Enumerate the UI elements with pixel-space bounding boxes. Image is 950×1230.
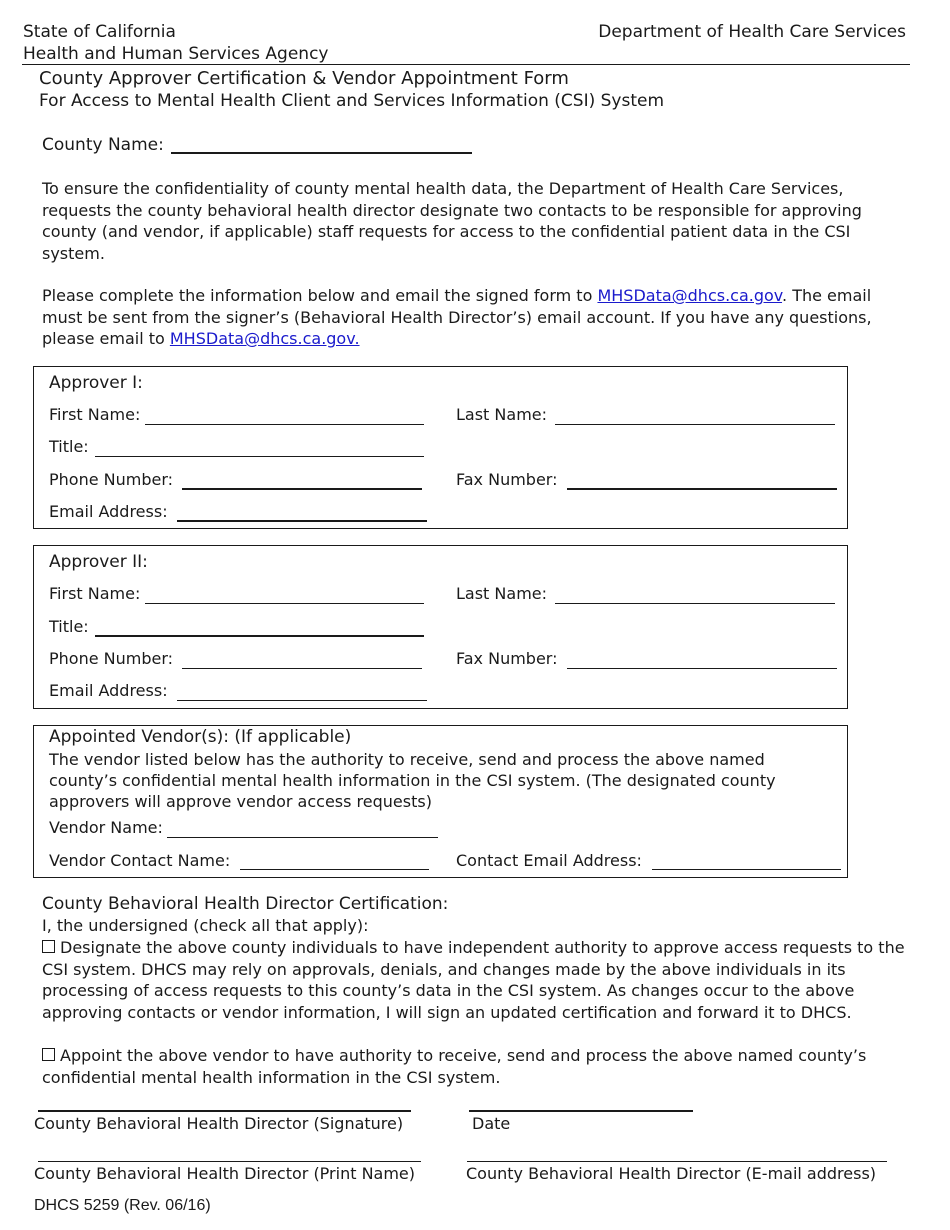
email-link-2[interactable]: MHSData@dhcs.ca.gov. bbox=[169, 329, 360, 348]
approver-1-first-name-label: First Name: bbox=[49, 405, 141, 424]
signature-label: County Behavioral Health Director (Signature) bbox=[34, 1114, 404, 1133]
vendor-contact-field[interactable] bbox=[240, 869, 429, 870]
director-email-line[interactable] bbox=[467, 1161, 887, 1162]
form-subtitle: For Access to Mental Health Client and Services Information (CSI) System bbox=[39, 91, 665, 111]
form-number: DHCS 5259 (Rev. 06/16) bbox=[34, 1197, 211, 1214]
vendor-name-field[interactable] bbox=[167, 837, 438, 838]
vendor-name-label: Vendor Name: bbox=[49, 818, 163, 837]
approver-2-first-name-label: First Name: bbox=[49, 584, 141, 603]
vendor-description: The vendor listed below has the authority to receive, send and process the above named county’s confidential mental health information in the CSI system. (The designated county approvers will approve vendor access requests) bbox=[49, 750, 776, 811]
county-name-label: County Name: bbox=[42, 135, 164, 155]
instructions-text-2: . The email must be sent from the signer’s (Behavioral Health Director’s) email account. If you have any questions, please email to bbox=[42, 286, 872, 348]
certification-instruction: I, the undersigned (check all that apply): bbox=[42, 916, 369, 935]
checkbox-2[interactable] bbox=[42, 1048, 55, 1061]
certification-option-2 bbox=[42, 1045, 902, 1088]
approver-2-fax-field[interactable] bbox=[567, 668, 837, 669]
county-name-field[interactable] bbox=[171, 152, 472, 154]
header-divider bbox=[22, 64, 910, 65]
approver-1-email-field[interactable] bbox=[177, 520, 427, 522]
vendor-heading: Appointed Vendor(s): (If applicable) bbox=[49, 727, 352, 747]
approver-1-title-field[interactable] bbox=[95, 456, 424, 457]
approver-1-email-label: Email Address: bbox=[49, 502, 168, 521]
email-link[interactable]: MHSData@dhcs.ca.gov bbox=[597, 286, 783, 305]
certification-heading: County Behavioral Health Director Certification: bbox=[42, 894, 449, 914]
print-name-line[interactable] bbox=[38, 1161, 421, 1162]
checkbox-1-label: Designate the above county individuals to have independent authority to approve access requests to the CSI system. DHCS may rely on approvals, denials, and changes made by the above individuals in its processing of access requests to this county’s data in the CSI system. As changes occur to the above approving contacts or vendor information, I will sign an updated certification and forward it to DHCS. bbox=[42, 938, 905, 1022]
date-line[interactable] bbox=[469, 1110, 693, 1112]
certification-option-1 bbox=[42, 937, 912, 1023]
contact-email-field[interactable] bbox=[652, 869, 841, 870]
approver-2-phone-field[interactable] bbox=[182, 668, 422, 669]
approver-2-fax-label: Fax Number: bbox=[456, 649, 558, 668]
approver-1-heading: Approver I: bbox=[49, 373, 143, 393]
approver-1-phone-label: Phone Number: bbox=[49, 470, 174, 489]
checkbox-2-label: Appoint the above vendor to have authority to receive, send and process the above named county’s confidential mental health information in the CSI system. bbox=[42, 1046, 867, 1087]
checkbox-1[interactable] bbox=[42, 940, 55, 953]
approver-2-heading: Approver II: bbox=[49, 552, 148, 572]
approver-2-phone-label: Phone Number: bbox=[49, 649, 174, 668]
approver-1-last-name-field[interactable] bbox=[555, 424, 835, 425]
approver-2-email-field[interactable] bbox=[177, 700, 427, 701]
department-name: Department of Health Care Services bbox=[598, 22, 906, 42]
approver-1-last-name-label: Last Name: bbox=[456, 405, 548, 424]
print-name-label: County Behavioral Health Director (Print Name) bbox=[34, 1164, 416, 1183]
director-email-label: County Behavioral Health Director (E-mail address) bbox=[466, 1164, 877, 1183]
agency-name: Health and Human Services Agency bbox=[23, 44, 329, 64]
approver-2-last-name-label: Last Name: bbox=[456, 584, 548, 603]
approver-1-fax-label: Fax Number: bbox=[456, 470, 558, 489]
state-name: State of California bbox=[23, 22, 176, 42]
approver-2-first-name-field[interactable] bbox=[145, 603, 424, 604]
intro-paragraph: To ensure the confidentiality of county mental health data, the Department of Health Care Services, requests the county behavioral health director designate two contacts to be responsible for approving county (and vendor, if applicable) staff requests for access to the confidential patient data in the CSI system. bbox=[42, 179, 862, 263]
approver-2-last-name-field[interactable] bbox=[555, 603, 835, 604]
instructions-paragraph bbox=[42, 285, 894, 350]
vendor-contact-label: Vendor Contact Name: bbox=[49, 851, 231, 870]
approver-1-first-name-field[interactable] bbox=[145, 424, 424, 425]
approver-1-title-label: Title: bbox=[49, 437, 89, 456]
form-title: County Approver Certification & Vendor Appointment Form bbox=[39, 68, 569, 89]
approver-2-title-field[interactable] bbox=[95, 635, 424, 637]
contact-email-label: Contact Email Address: bbox=[456, 851, 642, 870]
approver-2-title-label: Title: bbox=[49, 617, 89, 636]
approver-2-email-label: Email Address: bbox=[49, 681, 168, 700]
date-label: Date bbox=[472, 1114, 511, 1133]
instructions-text-1: Please complete the information below and email the signed form to bbox=[42, 286, 598, 305]
approver-1-fax-field[interactable] bbox=[567, 488, 837, 490]
approver-1-phone-field[interactable] bbox=[182, 488, 422, 490]
signature-line[interactable] bbox=[38, 1110, 411, 1112]
